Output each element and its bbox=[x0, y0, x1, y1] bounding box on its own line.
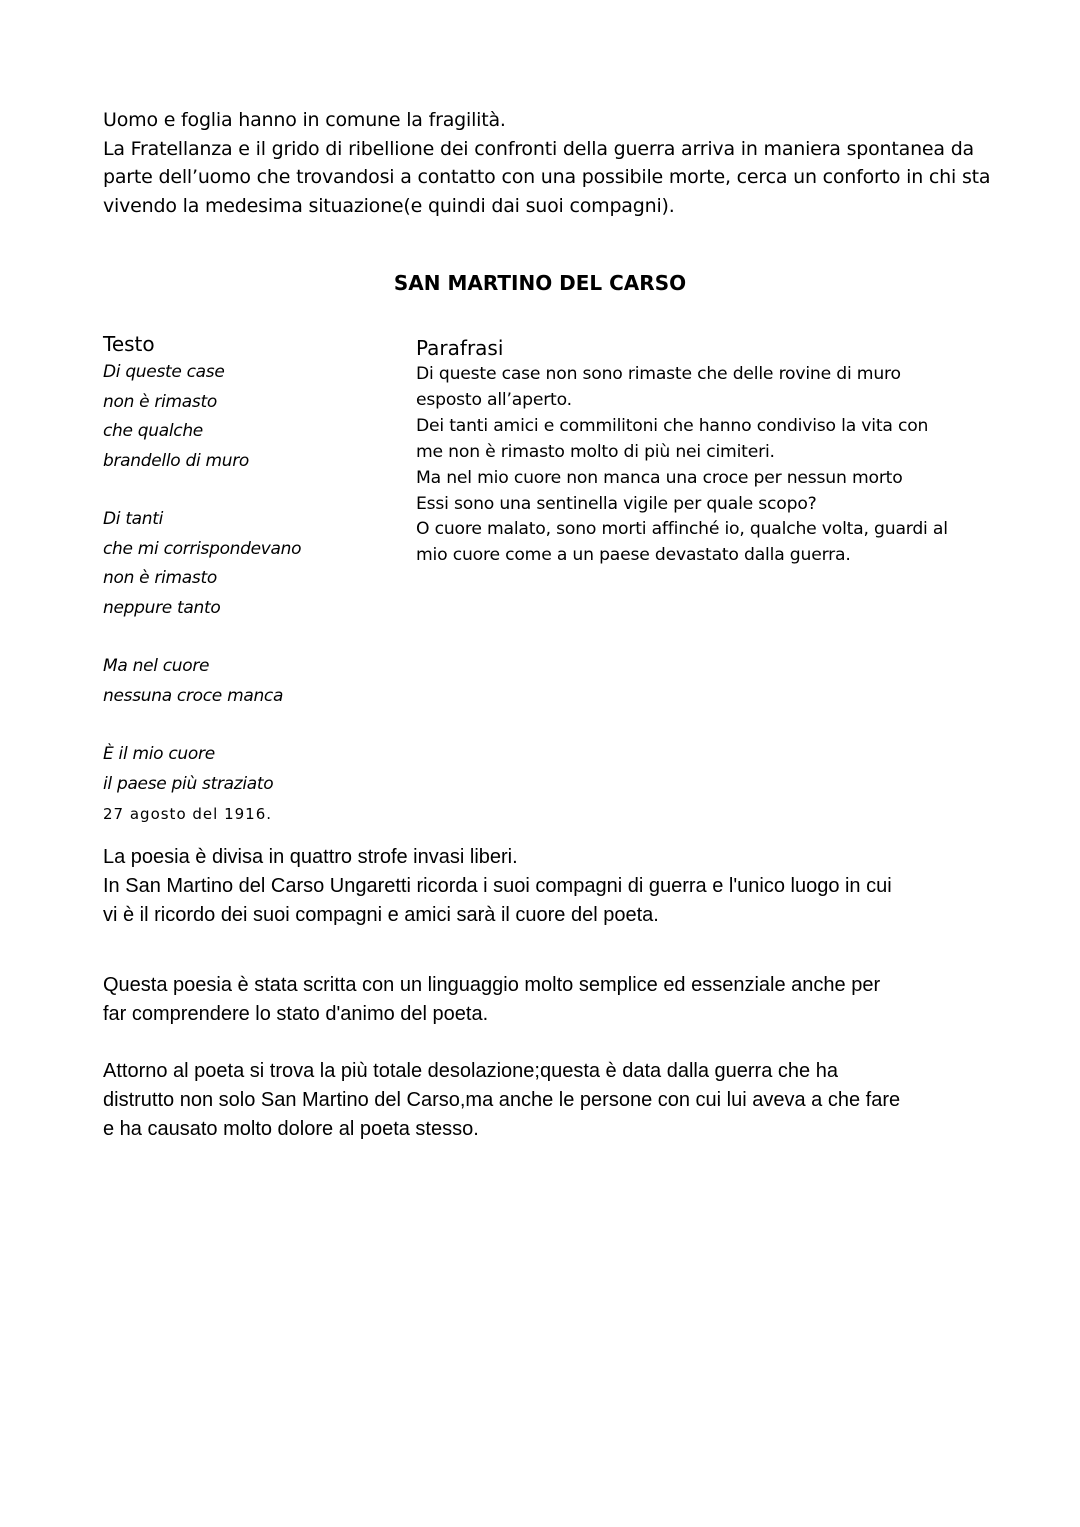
stanza bbox=[103, 358, 403, 476]
stanza bbox=[103, 740, 403, 799]
text-line: far comprendere lo stato d'animo del poeta. bbox=[103, 1003, 489, 1025]
verse-line: Di queste case bbox=[103, 362, 225, 382]
text-line: distrutto non solo San Martino del Carso,ma anche le persone con cui lui aveva a che fare bbox=[103, 1089, 901, 1111]
paraphrase-column bbox=[416, 334, 1036, 569]
paraphrase-line: Essi sono una sentinella vigile per quale scopo? bbox=[416, 493, 817, 514]
paraphrase-line: Di queste case non sono rimaste che delle rovine di muro bbox=[416, 364, 901, 384]
poem-text-column bbox=[103, 330, 403, 829]
text-line: parte dell’uomo che trovandosi a contatto con una possibile morte, cerca un conforto in chi sta bbox=[103, 166, 991, 188]
verse-line: che mi corrispondevano bbox=[103, 538, 302, 559]
verse-line: brandello di muro bbox=[103, 450, 250, 471]
text-line: e ha causato molto dolore al poeta stesso. bbox=[103, 1118, 479, 1140]
parafrasi-heading: Parafrasi bbox=[416, 336, 504, 360]
verse-line: il paese più straziato bbox=[103, 773, 274, 794]
stanza bbox=[103, 505, 403, 623]
paraphrase-line: mio cuore come a un paese devastato dalla guerra. bbox=[416, 545, 851, 566]
verse-line: non è rimasto bbox=[103, 391, 217, 412]
text-line: Attorno al poeta si trova la più totale desolazione;questa è data dalla guerra che ha bbox=[103, 1060, 838, 1082]
commentary-paragraph bbox=[103, 1057, 1003, 1144]
text-line: vivendo la medesima situazione(e quindi dai suoi compagni). bbox=[103, 194, 675, 217]
poem-title: SAN MARTINO DEL CARSO bbox=[393, 271, 687, 295]
verse-line: nessuna croce manca bbox=[103, 685, 284, 706]
intro-section bbox=[103, 106, 1003, 220]
paraphrase-line: me non è rimasto molto di più nei cimiteri. bbox=[416, 441, 775, 462]
text-line: La poesia è divisa in quattro strofe invasi liberi. bbox=[103, 846, 518, 868]
intro-paragraph: Uomo e foglia hanno in comune la fragilità. bbox=[103, 109, 506, 131]
poem-date: 27 agosto del 1916. bbox=[103, 805, 273, 823]
verse-line: che qualche bbox=[103, 421, 203, 441]
paraphrase-line: Dei tanti amici e commilitoni che hanno condiviso la vita con bbox=[416, 415, 929, 436]
commentary-paragraph bbox=[103, 843, 1003, 930]
paraphrase-line: esposto all’aperto. bbox=[416, 389, 572, 410]
stanza bbox=[103, 652, 403, 711]
intro-paragraph bbox=[103, 135, 1003, 221]
text-line: vi è il ricordo dei suoi compagni e amici sarà il cuore del poeta. bbox=[103, 904, 659, 926]
commentary-paragraph bbox=[103, 971, 1003, 1029]
commentary-section bbox=[103, 843, 1003, 1144]
text-line: La Fratellanza e il grido di ribellione dei confronti della guerra arriva in maniera spontanea da bbox=[103, 137, 975, 160]
poem-verses bbox=[103, 358, 403, 799]
paraphrase-line: O cuore malato, sono morti affinché io, qualche volta, guardi al bbox=[416, 519, 948, 540]
verse-line: È il mio cuore bbox=[103, 744, 215, 764]
verse-line: Ma nel cuore bbox=[103, 656, 210, 676]
text-line: In San Martino del Carso Ungaretti ricorda i suoi compagni di guerra e l'unico luogo in cui bbox=[103, 875, 892, 897]
text-line: Questa poesia è stata scritta con un linguaggio molto semplice ed essenziale anche per bbox=[103, 974, 881, 996]
paraphrase-text bbox=[416, 362, 1036, 569]
testo-heading: Testo bbox=[103, 332, 155, 356]
verse-line: Di tanti bbox=[103, 509, 164, 529]
paraphrase-line: Ma nel mio cuore non manca una croce per nessun morto bbox=[416, 467, 903, 488]
verse-line: neppure tanto bbox=[103, 597, 221, 618]
verse-line: non è rimasto bbox=[103, 568, 217, 588]
